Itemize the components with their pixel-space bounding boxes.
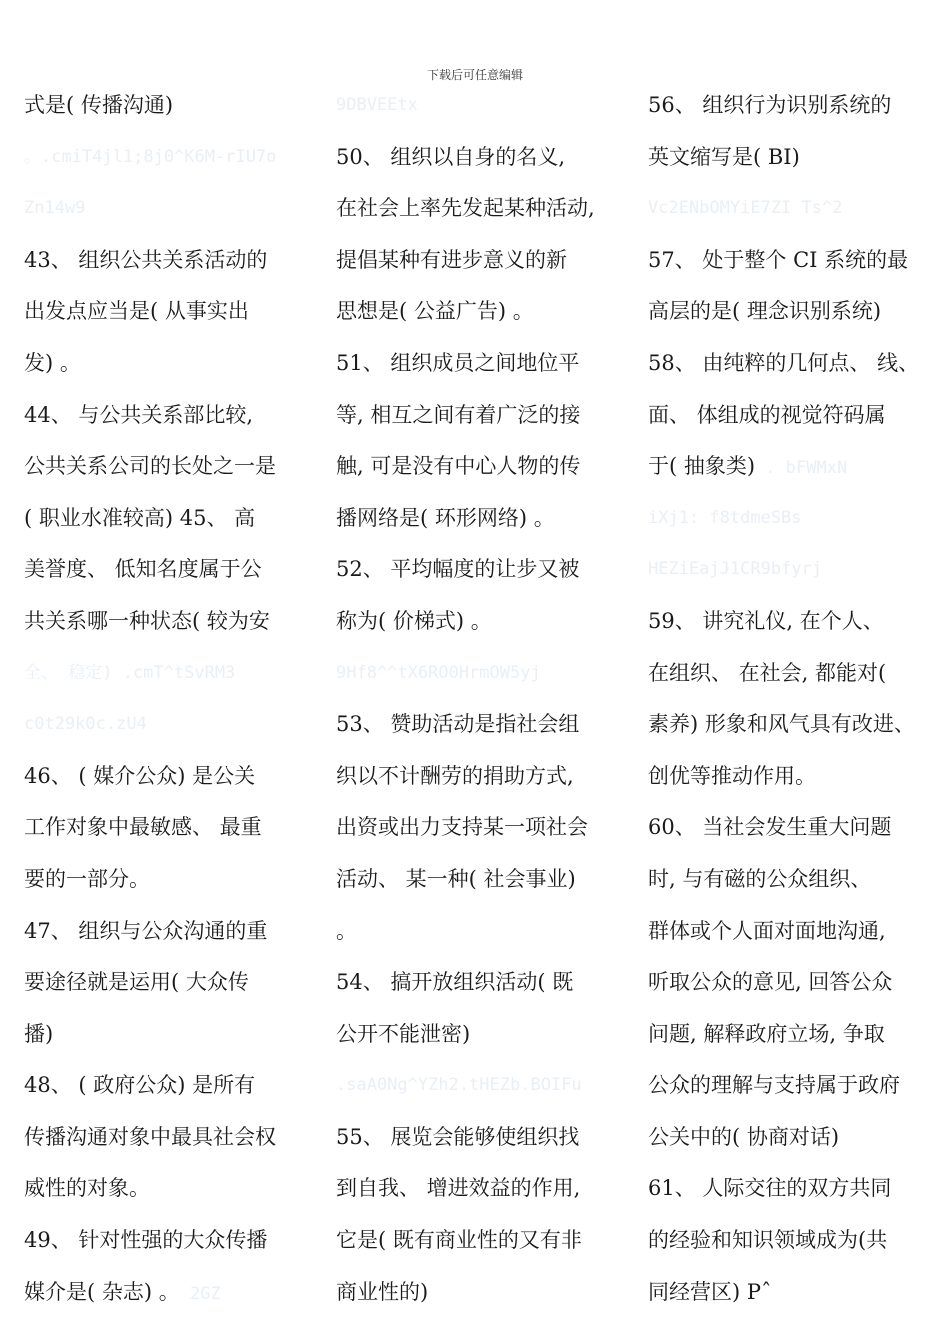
text-line: 出发点应当是( 从事实出 xyxy=(24,299,249,324)
text-line: 素养) 形象和风气具有改进、 xyxy=(648,712,915,737)
text-line: 51、 组织成员之间地位平 xyxy=(336,350,580,375)
text-line: 面、 体组成的视觉符码属 xyxy=(648,402,886,427)
text-line: Zn14w9 xyxy=(24,198,86,219)
text-line: 公共关系公司的长处之一是 xyxy=(24,454,276,479)
text-line: ( 职业水准较高) 45、 高 xyxy=(24,505,256,530)
text-line: 48、 ( 政府公众) 是所有 xyxy=(24,1073,256,1098)
text-line: 全、 稳定) .cmT^tSvRM3 xyxy=(24,662,236,683)
text-line: 创优等推动作用。 xyxy=(648,763,816,788)
text-line: 50、 组织以自身的名义, xyxy=(336,144,566,169)
text-line: 44、 与公共关系部比较, xyxy=(24,402,254,427)
text-line: 52、 平均幅度的让步又被 xyxy=(336,557,580,582)
text-line: 9Hf8^^tX6RO0HrmOW5yj xyxy=(336,662,541,683)
text-line: 55、 展览会能够使组织找 xyxy=(336,1124,580,1149)
text-line: 播网络是( 环形网络) 。 xyxy=(336,505,555,530)
text-line: Vc2ENbOMYiE7ZI Ts^2 xyxy=(648,198,843,219)
text-column-2 xyxy=(336,80,636,1318)
text-line: 触, 可是没有中心人物的传 xyxy=(336,454,581,479)
watermark-text: 2GZ xyxy=(179,1283,221,1304)
text-segment: 于( 抽象类) xyxy=(648,454,756,479)
text-line: 公开不能泄密) xyxy=(336,1021,471,1046)
text-line: 思想是( 公益广告) 。 xyxy=(336,299,534,324)
text-line: 。 xyxy=(336,918,357,943)
text-line: 59、 讲究礼仪, 在个人、 xyxy=(648,608,884,633)
text-line: 9DBVEEtx xyxy=(336,95,418,115)
text-line: 到自我、 增进效益的作用, xyxy=(336,1176,581,1201)
text-line: 61、 人际交往的双方共同 xyxy=(648,1176,892,1201)
text-line: 式是( 传播沟通) xyxy=(24,93,174,117)
text-line: HEZiEajJ1CR9bfyrj xyxy=(648,559,822,580)
text-line: c0t29k0c.zU4 xyxy=(24,714,147,735)
text-line: 威性的对象。 xyxy=(24,1176,150,1201)
text-line: 群体或个人面对面地沟通, xyxy=(648,918,886,943)
text-line: 提倡某种有进步意义的新 xyxy=(336,247,567,272)
text-line: 高层的是( 理念识别系统) xyxy=(648,299,882,324)
text-line: .saA0Ng^YZh2.tHEZb.BOIFu xyxy=(336,1075,582,1096)
text-line: 56、 组织行为识别系统的 xyxy=(648,93,892,117)
text-line: 的经验和知识领域成为(共 xyxy=(648,1228,888,1253)
text-line: 听取公众的意见, 回答公众 xyxy=(648,970,893,995)
text-line: 时, 与有磁的公众组织、 xyxy=(648,866,872,891)
text-line: 49、 针对性强的大众传播 xyxy=(24,1228,268,1253)
text-line: 播) xyxy=(24,1021,54,1046)
text-line: 共关系哪一种状态( 较为安 xyxy=(24,608,270,633)
text-line: 商业性的) xyxy=(336,1279,429,1304)
text-line: 工作对象中最敏感、 最重 xyxy=(24,815,262,840)
text-line: 43、 组织公共关系活动的 xyxy=(24,247,268,272)
text-line: 60、 当社会发生重大问题 xyxy=(648,815,892,840)
text-segment: 媒介是( 杂志) 。 xyxy=(24,1279,180,1304)
text-line: 57、 处于整个 CI 系统的最 xyxy=(648,247,909,272)
text-line: 问题, 解释政府立场, 争取 xyxy=(648,1021,885,1046)
text-line: 54、 搞开放组织活动( 既 xyxy=(336,970,574,995)
text-line: 称为( 价梯式) 。 xyxy=(336,608,492,633)
text-line: 同经营区) Pˆ xyxy=(648,1279,772,1304)
text-line: 在社会上率先发起某种活动, xyxy=(336,196,595,221)
text-line: 要途径就是运用( 大众传 xyxy=(24,970,249,995)
page-header: 下载后可任意编辑 xyxy=(426,68,523,82)
text-line: 出资或出力支持某一项社会 xyxy=(336,815,588,840)
text-line: 织以不计酬劳的捐助方式, xyxy=(336,763,574,788)
text-line: 英文缩写是( BI) xyxy=(648,144,800,169)
text-line: 美誉度、 低知名度属于公 xyxy=(24,557,262,582)
text-line: iXj1: f8tdmeSBs xyxy=(648,507,802,528)
watermark-text: . bFWMxN xyxy=(755,458,848,479)
text-line: 58、 由纯粹的几何点、 线、 xyxy=(648,350,920,375)
text-line: 它是( 既有商业性的又有非 xyxy=(336,1228,582,1253)
text-column-1 xyxy=(24,80,324,1318)
text-line: 传播沟通对象中最具社会权 xyxy=(24,1124,276,1149)
text-line: 。.cmiT4jl1;8j0^K6M-rIU7o xyxy=(24,146,277,167)
text-line: 公众的理解与支持属于政府 xyxy=(648,1073,900,1098)
text-line: 53、 赞助活动是指社会组 xyxy=(336,712,580,737)
text-line xyxy=(24,1267,324,1319)
text-line: 在组织、 在社会, 都能对( xyxy=(648,660,887,685)
text-line: 活动、 某一种( 社会事业) xyxy=(336,866,576,891)
text-line: 46、 ( 媒介公众) 是公关 xyxy=(24,763,256,788)
text-line: 要的一部分。 xyxy=(24,866,150,891)
text-column-3 xyxy=(648,80,948,1318)
text-line: 发) 。 xyxy=(24,350,81,375)
text-line: 公关中的( 协商对话) xyxy=(648,1124,840,1149)
text-line: 等, 相互之间有着广泛的接 xyxy=(336,402,581,427)
text-line xyxy=(648,441,948,493)
text-line: 47、 组织与公众沟通的重 xyxy=(24,918,268,943)
